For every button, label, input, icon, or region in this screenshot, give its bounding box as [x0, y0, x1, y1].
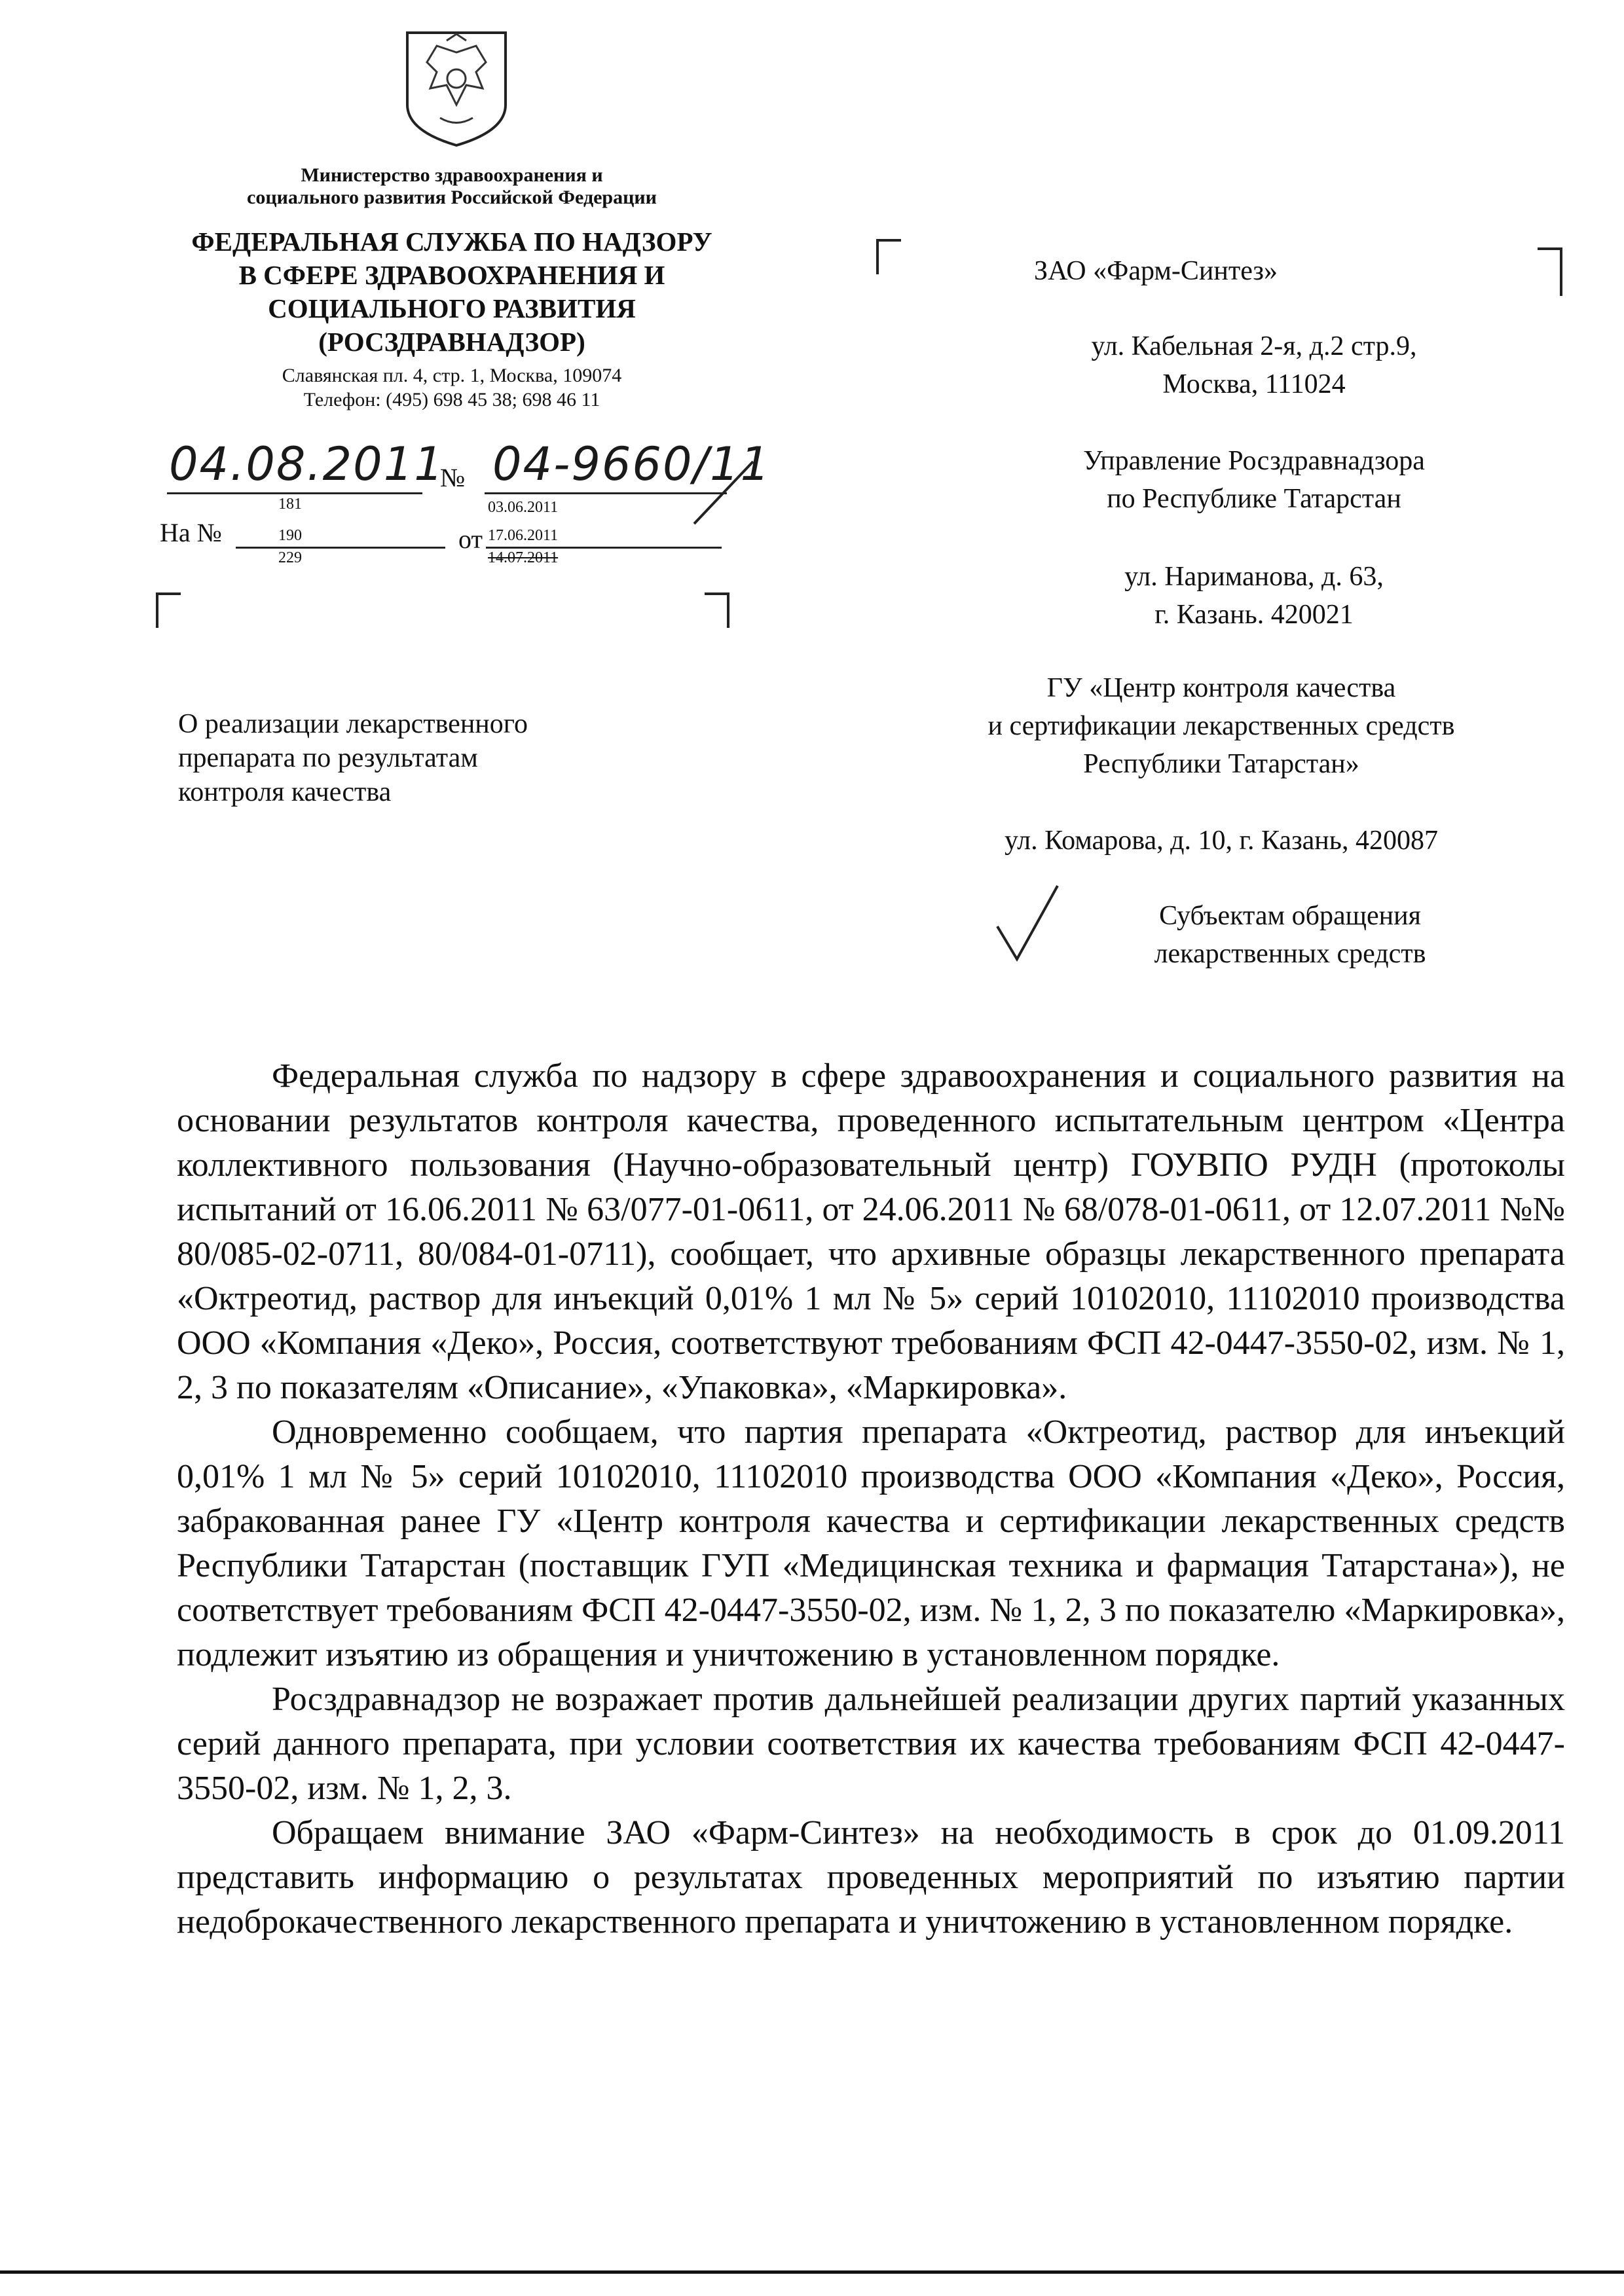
handwritten-stroke — [681, 458, 760, 530]
reference-underline — [236, 547, 445, 549]
body-paragraph-2: Одновременно сообщаем, что партия препарата «Октреотид, раствор для инъекций 0,01% 1 мл № 5» серий 10102010, 11102010 производства ООО «Компания «Деко», Россия, забракованная ранее ГУ «Центр контроля качества и сертификации лекарственных средств Республики Татарстан (поставщик ГУП «Медицинская техника и фармация Татарстана»), не соответствует требованиям ФСП 42-0447-3550-02, изм. № 1, 2, 3 по показателю «Маркировка», подлежит изъятию из обращения и уничтожению в установленном порядке. — [177, 1413, 1565, 1673]
reference-date-1: 03.06.2011 — [488, 499, 559, 516]
recipient-4-line-1: Субъектам обращения — [1159, 901, 1421, 931]
recipient-3-name-1: ГУ «Центр контроля качества — [1046, 673, 1396, 703]
sender-address: Славянская пл. 4, стр. 1, Москва, 109074 — [282, 365, 622, 386]
recipient-1-name: ЗАО «Фарм-Синтез» — [1034, 256, 1278, 286]
service-line-4: (РОСЗДРАВНАДЗОР) — [318, 327, 585, 357]
recipient-2-name-2: по Республике Татарстан — [1107, 484, 1401, 514]
reference-number-2: 190 — [278, 527, 302, 544]
recipient-3-name-3: Республики Татарстан» — [1083, 749, 1359, 779]
coat-of-arms-icon — [401, 26, 512, 151]
page-bottom-rule — [0, 2270, 1624, 2274]
reference-number-3: 229 — [278, 549, 302, 566]
reference-date-2: 17.06.2011 — [488, 527, 559, 544]
reference-from-label: от — [458, 524, 483, 554]
reference-date-underline — [486, 547, 722, 549]
recipient-3-address: ул. Комарова, д. 10, г. Казань, 420087 — [1005, 826, 1438, 856]
reference-label: На № — [160, 518, 222, 547]
body-paragraph-3: Росздравнадзор не возражает против дальнейшей реализации других партий указанных серий данного препарата, при условии соответствия их качества требованиям ФСП 42-0447-3550-02, изм. № 1, 2, 3. — [177, 1681, 1565, 1807]
reference-number-1: 181 — [278, 496, 302, 513]
recipient-3-name-2: и сертификации лекарственных средств — [987, 711, 1455, 741]
ministry-line-1: Министерство здравоохранения и — [301, 164, 603, 186]
recipient-2-name-1: Управление Росздравнадзора — [1083, 446, 1425, 476]
service-line-3: СОЦИАЛЬНОГО РАЗВИТИЯ — [268, 293, 636, 323]
service-line-1: ФЕДЕРАЛЬНАЯ СЛУЖБА ПО НАДЗОРУ — [191, 227, 712, 257]
date-underline — [167, 492, 422, 494]
letter-body — [177, 1054, 1565, 1944]
subject-bracket-left — [156, 592, 181, 628]
recipient-2-address-1: ул. Нариманова, д. 63, — [1124, 562, 1384, 592]
recipient-2-address-2: г. Казань. 420021 — [1154, 600, 1354, 630]
recipient-1-address-2: Москва, 111024 — [1162, 369, 1346, 399]
reference-date-3: 14.07.2011 — [488, 549, 559, 566]
body-paragraph-4: Обращаем внимание ЗАО «Фарм-Синтез» на необходимость в срок до 01.09.2011 представить информацию о результатах проведенных мероприятий по изъятию партии недоброкачественного лекарственного препарата и уничтожению в установленном порядке. — [177, 1814, 1565, 1941]
subject — [178, 707, 637, 809]
number-label: № — [440, 463, 466, 492]
subject-line-2: препарата по результатам — [178, 743, 478, 773]
checkmark-icon — [992, 881, 1064, 966]
ministry-line-2: социального развития Российской Федерации — [247, 187, 657, 208]
outgoing-date: 04.08.2011 — [169, 437, 445, 491]
recipient-bracket-right — [1538, 247, 1562, 296]
recipient-4-line-2: лекарственных средств — [1154, 939, 1426, 969]
service-line-2: В СФЕРЕ ЗДРАВООХРАНЕНИЯ И — [238, 260, 665, 290]
subject-bracket-right — [705, 592, 729, 628]
body-paragraph-1: Федеральная служба по надзору в сфере здравоохранения и социального развития на основании результатов контроля качества, проведенного испытательным центром «Центра коллективного пользования (Научно-образовательный центр) ГОУВПО РУДН (протоколы испытаний от 16.06.2011 № 63/077-01-0611, от 24.06.2011 № 68/078-01-0611, от 12.07.2011 №№ 80/085-02-0711, 80/084-01-0711), сообщает, что архивные образцы лекарственного препарата «Октреотид, раствор для инъекций 0,01% 1 мл № 5» серий 10102010, 11102010 производства ООО «Компания «Деко», Россия, соответствуют требованиям ФСП 42-0447-3550-02, изм. № 1, 2, 3 по показателям «Описание», «Упаковка», «Маркировка». — [177, 1057, 1565, 1406]
subject-line-1: О реализации лекарственного — [178, 709, 528, 739]
sender-phone: Телефон: (495) 698 45 38; 698 46 11 — [303, 389, 600, 410]
recipient-1-address-1: ул. Кабельная 2-я, д.2 стр.9, — [1091, 331, 1417, 361]
outgoing-number: 04-9660/11 — [492, 437, 771, 491]
subject-line-3: контроля качества — [178, 777, 392, 807]
